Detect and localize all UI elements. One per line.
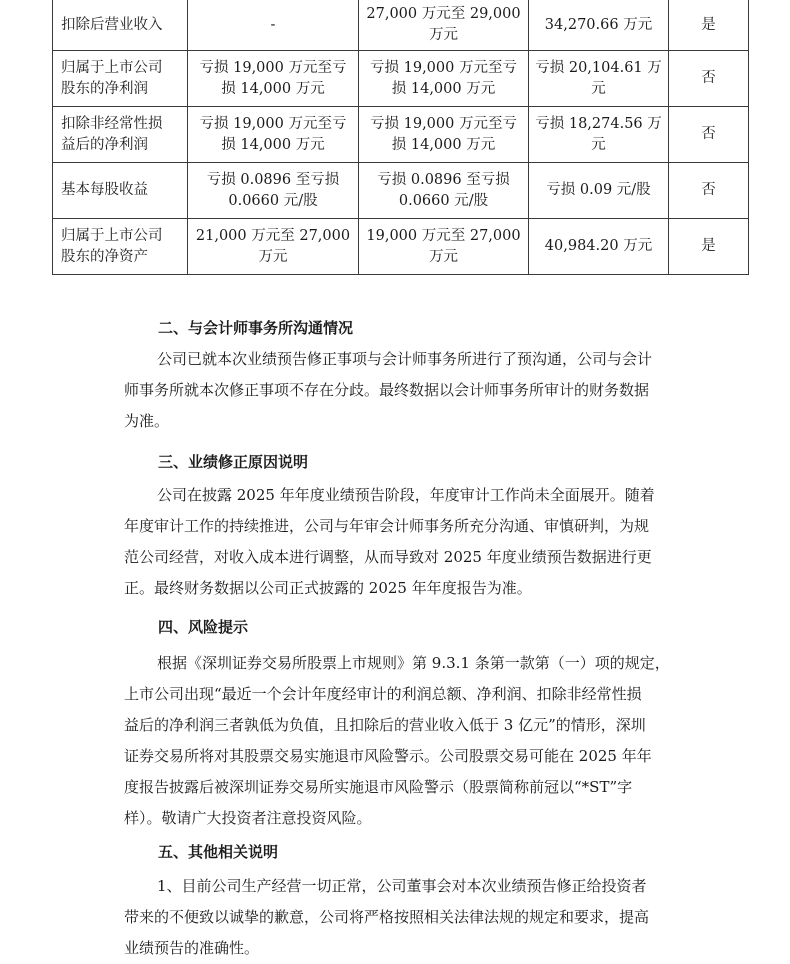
cell-line: 扣除非经常性损 <box>61 115 163 132</box>
metric-name-cell <box>53 163 188 219</box>
table-row <box>53 219 749 275</box>
value-cell <box>359 163 529 219</box>
cell-line: 益后的净利润 <box>61 136 148 153</box>
table-row <box>53 0 749 51</box>
metric-name-cell <box>53 219 188 275</box>
value-cell <box>188 107 359 163</box>
paragraph-line: 证券交易所将对其股票交易实施退市风险警示。公司股票交易可能在 2025 年年 <box>124 747 652 765</box>
paragraph-line: 根据《深圳证券交易所股票上市规则》第 9.3.1 条第一款第（一）项的规定， <box>157 654 670 672</box>
cell-line: 40,984.20 万元 <box>544 238 653 254</box>
cell-line: 损 14,000 万元 <box>221 136 325 153</box>
value-cell <box>359 0 529 51</box>
paragraph-line: 上市公司出现“最近一个会计年度经审计的利润总额、净利润、扣除非经常性损 <box>124 685 642 703</box>
section-other-notes <box>0 842 790 964</box>
cell-line: 0.0660 元/股 <box>398 192 489 209</box>
cell-line: 21,000 万元至 27,000 <box>195 227 351 244</box>
cell-line: 万元 <box>258 248 288 265</box>
cell-line: 亏损 19,000 万元至亏 <box>199 59 347 76</box>
cell-line: 亏损 19,000 万元至亏 <box>370 59 517 76</box>
table-row <box>53 163 749 219</box>
paragraph-line: 年度审计工作的持续推进，公司与年审会计师事务所充分沟通、审慎研判，为规 <box>124 517 650 535</box>
cell-line: 元 <box>591 136 606 153</box>
cell-line: 万元 <box>429 248 458 265</box>
section-paragraph <box>0 648 790 834</box>
paragraph-line: 度报告披露后被深圳证券交易所实施退市风险警示（股票简称前冠以“*ST”字 <box>124 778 633 796</box>
value-cell <box>188 51 359 107</box>
section-paragraph <box>0 480 790 604</box>
cell-line: 0.0660 元/股 <box>228 192 318 209</box>
cell-line: 元 <box>591 80 606 97</box>
section-paragraph <box>0 871 790 964</box>
paragraph-line: 公司已就本次业绩预告修正事项与会计师事务所进行了预沟通，公司与会计 <box>157 350 653 368</box>
section-risk-warning <box>0 617 790 834</box>
metric-name-cell <box>53 51 188 107</box>
cell-line: 归属于上市公司 <box>61 227 163 244</box>
paragraph-line: 公司在披露 2025 年年度业绩预告阶段，年度审计工作尚未全面展开。随着 <box>157 486 655 504</box>
section-title: 二、与会计师事务所沟通情况 <box>158 319 354 337</box>
cell-line: 万元 <box>429 27 458 43</box>
paragraph-line: 师事务所就本次修正事项不存在分歧。最终数据以会计师事务所审计的财务数据 <box>124 381 650 399</box>
cell-line: 股东的净利润 <box>61 80 148 97</box>
paragraph-line: 业绩预告的准确性。 <box>124 939 260 957</box>
cell-line: 股东的净资产 <box>61 248 148 265</box>
flag-cell: 否 <box>669 107 749 163</box>
value-cell <box>188 163 359 219</box>
metric-name-cell <box>53 0 188 51</box>
paragraph-line: 范公司经营，对收入成本进行调整，从而导致对 2025 年度业绩预告数据进行更 <box>124 548 652 566</box>
cell-line: 损 14,000 万元 <box>221 80 325 97</box>
metric-name-cell <box>53 107 188 163</box>
section-title: 五、其他相关说明 <box>158 843 279 861</box>
cell-line: 亏损 0.0896 至亏损 <box>206 171 340 188</box>
forecast-revision-table <box>52 0 749 275</box>
paragraph-line: 正。最终财务数据以公司正式披露的 2025 年年度报告为准。 <box>124 579 532 597</box>
cell-line: 19,000 万元至 27,000 <box>366 227 521 244</box>
table-row <box>53 107 749 163</box>
paragraph-line: 样）。敬请广大投资者注意投资风险。 <box>124 809 372 827</box>
flag-cell: 是 <box>669 219 749 275</box>
flag-cell: 否 <box>669 51 749 107</box>
paragraph-line: 为准。 <box>124 412 170 430</box>
section-auditor-communication <box>0 318 790 437</box>
cell-line: 亏损 0.0896 至亏损 <box>377 171 510 188</box>
paragraph-line: 带来的不便致以诚挚的歉意，公司将严格按照相关法律法规的规定和要求，提高 <box>124 908 650 926</box>
section-revision-reason <box>0 452 790 604</box>
value-cell <box>529 107 669 163</box>
flag-cell: 否 <box>669 163 749 219</box>
section-paragraph <box>0 344 790 437</box>
cell-line: 扣除后营业收入 <box>61 16 163 33</box>
cell-line: 亏损 19,000 万元至亏 <box>199 115 347 132</box>
cell-line: 34,270.66 万元 <box>544 16 653 33</box>
section-title: 四、风险提示 <box>158 618 249 636</box>
value-cell <box>359 51 529 107</box>
cell-line: 27,000 万元至 29,000 <box>366 6 521 22</box>
cell-line: 亏损 20,104.61 万 <box>535 59 662 76</box>
value-cell <box>529 163 669 219</box>
value-cell <box>188 0 359 51</box>
paragraph-line: 益后的净利润三者孰低为负值，且扣除后的营业收入低于 3 亿元”的情形，深圳 <box>124 716 646 734</box>
cell-line: 亏损 0.09 元/股 <box>546 182 651 198</box>
value-cell <box>529 0 669 51</box>
cell-line: 损 14,000 万元 <box>391 136 496 153</box>
table-row <box>53 51 749 107</box>
cell-line: - <box>270 16 276 33</box>
cell-line: 损 14,000 万元 <box>391 80 496 97</box>
cell-line: 亏损 19,000 万元至亏 <box>370 115 517 132</box>
value-cell <box>529 219 669 275</box>
value-cell <box>359 107 529 163</box>
section-title: 三、业绩修正原因说明 <box>158 453 309 471</box>
cell-line: 归属于上市公司 <box>61 59 163 76</box>
value-cell <box>529 51 669 107</box>
value-cell <box>359 219 529 275</box>
flag-cell: 是 <box>669 0 749 51</box>
value-cell <box>188 219 359 275</box>
paragraph-line: 1、目前公司生产经营一切正常，公司董事会对本次业绩预告修正给投资者 <box>157 877 647 895</box>
cell-line: 基本每股收益 <box>61 182 148 198</box>
cell-line: 亏损 18,274.56 万 <box>535 115 662 132</box>
